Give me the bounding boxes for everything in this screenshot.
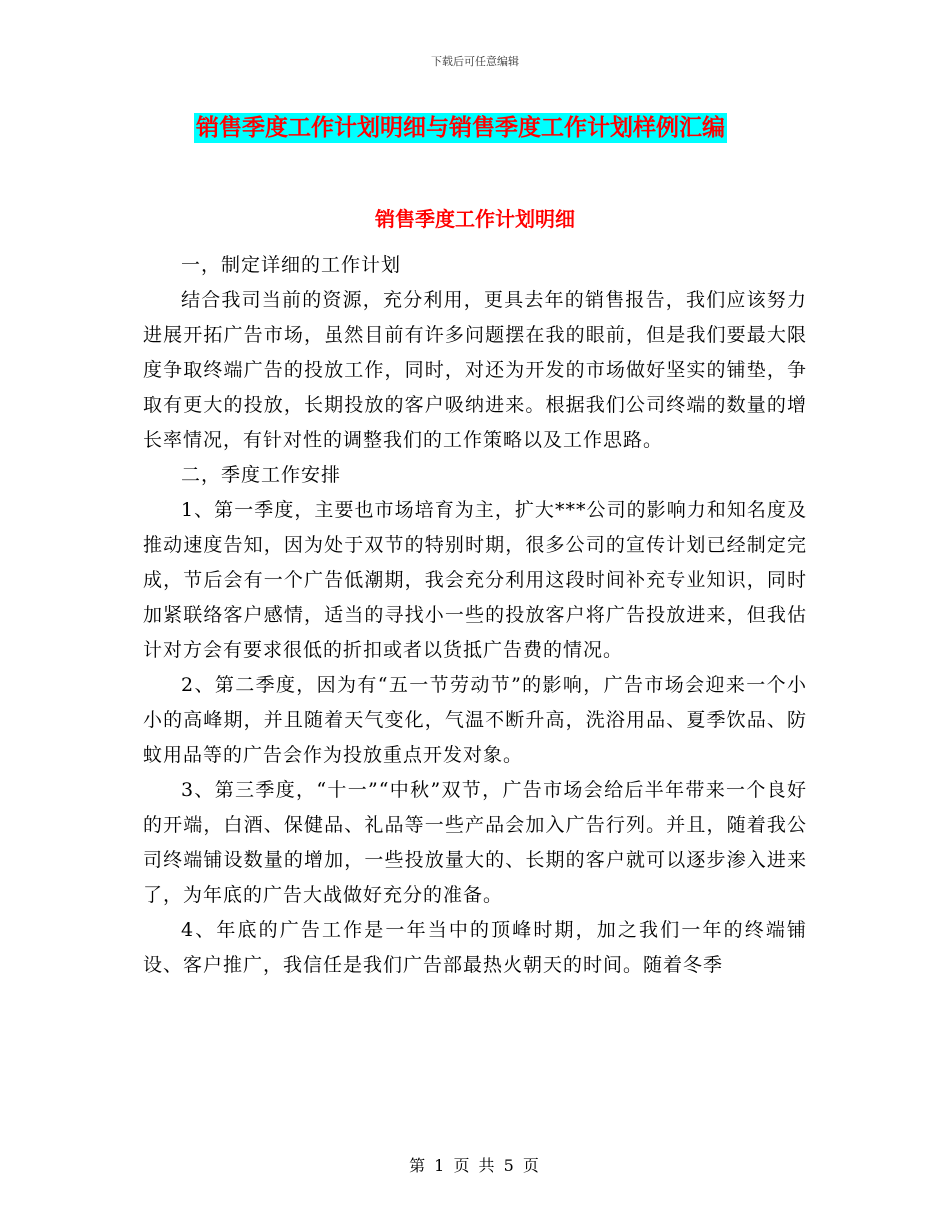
document-body [143, 248, 807, 983]
paragraph-q3: 3、第三季度，“十一”“中秋”双节，广告市场会给后半年带来一个良好的开端，白酒、保健品、礼品等一些产品会加入广告行列。并且，随着我公司终端铺设数量的增加，一些投放量大的、长期的客户就可以逐步渗入进来了，为年底的广告大战做好充分的准备。 [143, 779, 807, 906]
document-main-title: 销售季度工作计划明细与销售季度工作计划样例汇编 [196, 115, 725, 141]
heading-plan: 一，制定详细的工作计划 [181, 254, 402, 276]
section-title: 销售季度工作计划明细 [375, 207, 575, 231]
page-number: 第 1 页 共 5 页 [409, 1156, 541, 1175]
paragraph-q4: 4、年底的广告工作是一年当中的顶峰时期，加之我们一年的终端铺设、客户推广，我信任是我们广告部最热火朝天的时间。随着冬季 [143, 919, 807, 976]
paragraph-q2: 2、第二季度，因为有“五一节劳动节”的影响，广告市场会迎来一个小小的高峰期，并且随着天气变化，气温不断升高，洗浴用品、夏季饮品、防蚊用品等的广告会作为投放重点开发对象。 [143, 674, 807, 766]
header-note: 下载后可任意编辑 [431, 55, 519, 68]
paragraph-q1: 1、第一季度，主要也市场培育为主，扩大***公司的影响力和知名度及推动速度告知，因为处于双节的特别时期，很多公司的宣传计划已经制定完成，节后会有一个广告低潮期，我会充分利用这段时间补充专业知识，同时加紧联络客户感情，适当的寻找小一些的投放客户将广告投放进来，但我估计对方会有要求很低的折扣或者以货抵广告费的情况。 [143, 499, 807, 661]
heading-quarter-schedule: 二，季度工作安排 [181, 464, 342, 486]
paragraph-plan-detail: 结合我司当前的资源，充分利用，更具去年的销售报告，我们应该努力进展开拓广告市场，虽然目前有许多问题摆在我的眼前，但是我们要最大限度争取终端广告的投放工作，同时，对还为开发的市场做好坚实的铺垫，争取有更大的投放，长期投放的客户吸纳进来。根据我们公司终端的数量的增长率情况，有针对性的调整我们的工作策略以及工作思路。 [143, 289, 807, 451]
